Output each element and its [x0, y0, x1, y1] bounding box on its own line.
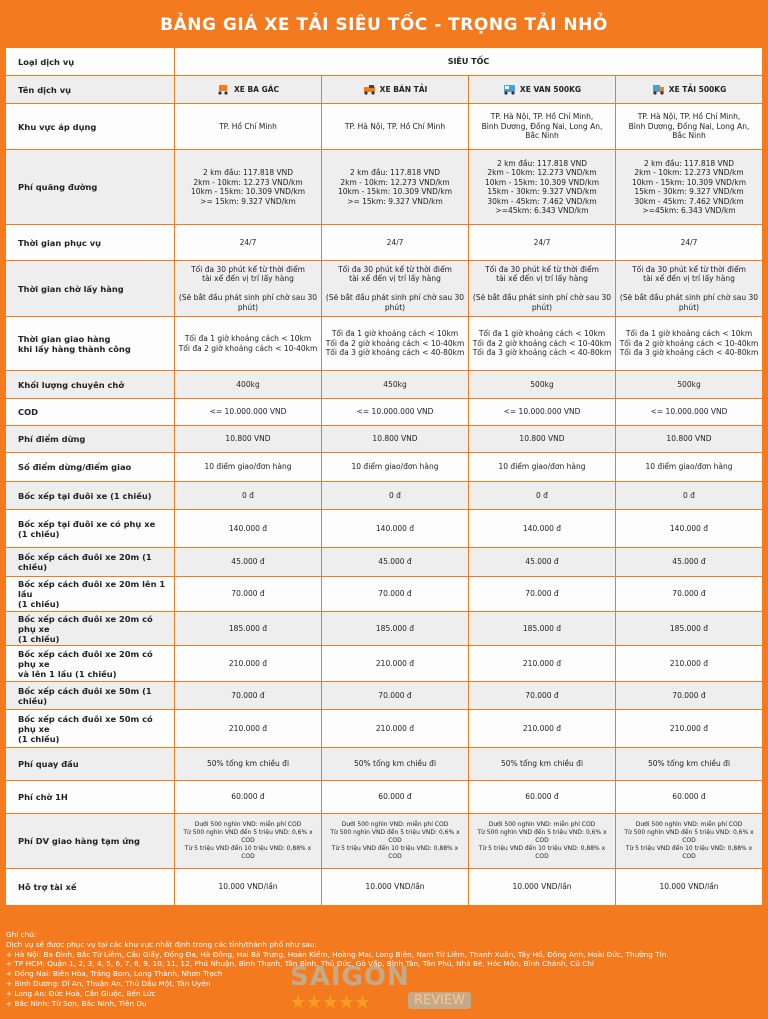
table-cell: 10.800 VND — [321, 426, 468, 453]
row-label: Phí chờ 1H — [6, 781, 174, 814]
table-cell: 50% tổng km chiều đi — [174, 748, 321, 781]
table-cell: 185.000 đ — [321, 612, 468, 646]
service-name: XE VAN 500KG — [519, 84, 582, 94]
table-cell: 210.000 đ — [468, 646, 615, 682]
table-cell: Dưới 500 nghìn VND: miễn phí COD Từ 500 nghìn VND đến 5 triệu VND: 0,6% x COD Từ 5 triệu VND đến 10 triệu VND: 0,88% x COD — [174, 814, 321, 869]
table-cell: 10.000 VND/lần — [321, 869, 468, 906]
table-cell: 45.000 đ — [615, 548, 762, 577]
table-cell: 2 km đầu: 117.818 VND 2km - 10km: 12.273 VND/km 10km - 15km: 10.309 VND/km >= 15km: 9.327 VND/km — [321, 150, 468, 225]
table-cell: Dưới 500 nghìn VND: miễn phí COD Từ 500 nghìn VND đến 5 triệu VND: 0,6% x COD Từ 5 triệu VND đến 10 triệu VND: 0,88% x COD — [615, 814, 762, 869]
table-cell: <= 10.000.000 VND — [174, 399, 321, 426]
table-row — [6, 869, 762, 906]
pickup-truck-icon — [363, 84, 376, 95]
table-cell: 24/7 — [321, 225, 468, 261]
table-row — [6, 371, 762, 399]
table-cell: 45.000 đ — [174, 548, 321, 577]
table-cell: 185.000 đ — [174, 612, 321, 646]
table-cell: 210.000 đ — [468, 710, 615, 748]
table-cell: <= 10.000.000 VND — [615, 399, 762, 426]
table-cell: Tối đa 1 giờ khoảng cách < 10km Tối đa 2 giờ khoảng cách < 10-40km Tối đa 3 giờ khoảng cách < 40-80km — [615, 317, 762, 371]
row-label: Bốc xếp cách đuôi xe 50m có phụ xe (1 chiều) — [6, 710, 174, 748]
row-label: Phí điểm dừng — [6, 426, 174, 453]
table-cell: 140.000 đ — [468, 510, 615, 548]
row-label: Khối lượng chuyên chở — [6, 371, 174, 399]
table-cell: 24/7 — [174, 225, 321, 261]
service-name: XE TẢI 500KG — [668, 84, 727, 94]
table-cell: Dưới 500 nghìn VND: miễn phí COD Từ 500 nghìn VND đến 5 triệu VND: 0,6% x COD Từ 5 triệu VND đến 10 triệu VND: 0,88% x COD — [468, 814, 615, 869]
table-cell: 10.000 VND/lần — [174, 869, 321, 906]
table-cell: 185.000 đ — [615, 612, 762, 646]
table-cell: 45.000 đ — [321, 548, 468, 577]
table-cell: 70.000 đ — [174, 577, 321, 612]
table-row — [6, 399, 762, 426]
watermark-review: REVIEW — [408, 992, 471, 1009]
table-cell: 0 đ — [468, 482, 615, 510]
table-cell: 500kg — [468, 371, 615, 399]
table-cell: 70.000 đ — [468, 682, 615, 710]
note-line: Dịch vụ sẽ được phục vụ tại các khu vực nhất định trong các tỉnh/thành phố như sau: — [6, 939, 317, 949]
row-label: Bốc xếp cách đuôi xe 50m (1 chiều) — [6, 682, 174, 710]
table-cell: 2 km đầu: 117.818 VND 2km - 10km: 12.273 VND/km 10km - 15km: 10.309 VND/km 15km - 30km: 9.327 VND/km 30km - 45km: 7.462 VND/km >=45km: 6.343 VND/km — [615, 150, 762, 225]
table-cell: Tối đa 30 phút kể từ thời điểm tài xế đến vị trí lấy hàng (Sẽ bắt đầu phát sinh phí chờ sau 30 phút) — [468, 261, 615, 317]
table-cell: 2 km đầu: 117.818 VND 2km - 10km: 12.273 VND/km 10km - 15km: 10.309 VND/km 15km - 30km: 9.327 VND/km 30km - 45km: 7.462 VND/km >=45km: 6.343 VND/km — [468, 150, 615, 225]
table-cell: 140.000 đ — [174, 510, 321, 548]
table-cell: Tối đa 30 phút kể từ thời điểm tài xế đến vị trí lấy hàng (Sẽ bắt đầu phát sinh phí chờ sau 30 phút) — [615, 261, 762, 317]
table-cell: 500kg — [615, 371, 762, 399]
service-type-value: SIÊU TỐC — [174, 48, 762, 76]
table-cell: 70.000 đ — [321, 682, 468, 710]
table-row — [6, 612, 762, 646]
service-type-label: Loại dịch vụ — [6, 48, 174, 76]
table-row — [6, 225, 762, 261]
table-cell: 50% tổng km chiều đi — [468, 748, 615, 781]
watermark-logo — [290, 962, 480, 1012]
table-row — [6, 510, 762, 548]
row-label: Hỗ trợ tài xế — [6, 869, 174, 906]
table-row — [6, 453, 762, 482]
table-cell: Tối đa 30 phút kể từ thời điểm tài xế đến vị trí lấy hàng (Sẽ bắt đầu phát sinh phí chờ sau 30 phút) — [321, 261, 468, 317]
row-label: Bốc xếp cách đuôi xe 20m (1 chiều) — [6, 548, 174, 577]
row-label: Bốc xếp cách đuôi xe 20m có phụ xe và lên 1 lầu (1 chiều) — [6, 646, 174, 682]
table-cell: TP. Hà Nội, TP. Hồ Chí Minh, Bình Dương, Đồng Nai, Long An, Bắc Ninh — [468, 104, 615, 150]
table-cell: 10 điểm giao/đơn hàng — [174, 453, 321, 482]
table-cell: 0 đ — [615, 482, 762, 510]
table-cell: 70.000 đ — [321, 577, 468, 612]
row-label: Số điểm dừng/điểm giao — [6, 453, 174, 482]
table-cell: 24/7 — [615, 225, 762, 261]
table-cell: 60.000 đ — [174, 781, 321, 814]
table-cell: 210.000 đ — [321, 710, 468, 748]
table-cell: Dưới 500 nghìn VND: miễn phí COD Từ 500 nghìn VND đến 5 triệu VND: 0,6% x COD Từ 5 triệu VND đến 10 triệu VND: 0,88% x COD — [321, 814, 468, 869]
table-row — [6, 682, 762, 710]
row-label: Phí DV giao hàng tạm ứng — [6, 814, 174, 869]
table-cell: 10.800 VND — [615, 426, 762, 453]
table-cell: Tối đa 1 giờ khoảng cách < 10km Tối đa 2 giờ khoảng cách < 10-40km Tối đa 3 giờ khoảng cách < 40-80km — [468, 317, 615, 371]
service-type-row — [6, 48, 762, 76]
table-cell: Tối đa 1 giờ khoảng cách < 10km Tối đa 2 giờ khoảng cách < 10-40km Tối đa 3 giờ khoảng cách < 40-80km — [321, 317, 468, 371]
table-cell: 10.000 VND/lần — [615, 869, 762, 906]
table-cell: 140.000 đ — [615, 510, 762, 548]
note-line: Ghi chú: — [6, 930, 37, 939]
service-ban-tai — [321, 76, 468, 104]
table-cell: 60.000 đ — [468, 781, 615, 814]
table-row — [6, 548, 762, 577]
table-cell: 10.800 VND — [174, 426, 321, 453]
tricycle-icon — [217, 84, 230, 95]
service-name-label: Tên dịch vụ — [6, 76, 174, 104]
table-row — [6, 781, 762, 814]
table-cell: 50% tổng km chiều đi — [321, 748, 468, 781]
table-row — [6, 150, 762, 225]
table-cell: 140.000 đ — [321, 510, 468, 548]
service-van — [468, 76, 615, 104]
table-cell: Tối đa 30 phút kể từ thời điểm tài xế đến vị trí lấy hàng (Sẽ bắt đầu phát sinh phí chờ sau 30 phút) — [174, 261, 321, 317]
note-line: + Đồng Nai: Biên Hòa, Trảng Bom, Long Thành, Nhơn Trạch — [6, 969, 223, 979]
table-cell: 210.000 đ — [615, 710, 762, 748]
table-cell: <= 10.000.000 VND — [468, 399, 615, 426]
table-cell: 210.000 đ — [174, 710, 321, 748]
note-line: + TP HCM: Quận 1, 2, 3, 4, 5, 6, 7, 8, 9, 10, 11, 12, Phú Nhuận, Bình Thạnh, Tân Bình, Thủ Đức, Gò Vấp, Bình Tân, Tân Phú, Nhà Bè, Hóc Môn, Bình Chánh, Củ Chi — [6, 959, 594, 969]
note-line: + Bình Dương: Dĩ An, Thuận An, Thủ Dầu Một, Tân Uyên — [6, 978, 211, 988]
table-row — [6, 577, 762, 612]
table-cell: 450kg — [321, 371, 468, 399]
table-cell: <= 10.000.000 VND — [321, 399, 468, 426]
note-line: + Bắc Ninh: Từ Sơn, Bắc Ninh, Tiên Du — [6, 998, 147, 1008]
table-cell: 50% tổng km chiều đi — [615, 748, 762, 781]
table-row — [6, 261, 762, 317]
table-row — [6, 646, 762, 682]
table-cell: Tối đa 1 giờ khoảng cách < 10km Tối đa 2 giờ khoảng cách < 10-40km — [174, 317, 321, 371]
watermark-stars: ★★★★★ — [290, 992, 371, 1013]
table-cell: 2 km đầu: 117.818 VND 2km - 10km: 12.273 VND/km 10km - 15km: 10.309 VND/km >= 15km: 9.327 VND/km — [174, 150, 321, 225]
table-cell: 185.000 đ — [468, 612, 615, 646]
table-row — [6, 710, 762, 748]
row-label: Bốc xếp tại đuôi xe (1 chiều) — [6, 482, 174, 510]
row-label: COD — [6, 399, 174, 426]
table-cell: 70.000 đ — [468, 577, 615, 612]
table-cell: 210.000 đ — [174, 646, 321, 682]
table-cell: 210.000 đ — [321, 646, 468, 682]
service-name: XE BA GÁC — [233, 84, 280, 94]
truck-icon — [652, 84, 665, 95]
table-row — [6, 748, 762, 781]
table-cell: 60.000 đ — [615, 781, 762, 814]
row-label: Thời gian phục vụ — [6, 225, 174, 261]
table-cell: 400kg — [174, 371, 321, 399]
watermark-brand: SAIGON — [290, 962, 410, 992]
service-name-row — [6, 76, 762, 104]
table-cell: 10 điểm giao/đơn hàng — [321, 453, 468, 482]
row-label: Thời gian chờ lấy hàng — [6, 261, 174, 317]
row-label: Bốc xếp cách đuôi xe 20m lên 1 lầu (1 chiều) — [6, 577, 174, 612]
van-icon — [503, 84, 516, 95]
table-cell: 70.000 đ — [615, 682, 762, 710]
row-label: Bốc xếp tại đuôi xe có phụ xe (1 chiều) — [6, 510, 174, 548]
page-title: BẢNG GIÁ XE TẢI SIÊU TỐC - TRỌNG TẢI NHỎ — [160, 15, 608, 35]
table-row — [6, 317, 762, 371]
table-row — [6, 426, 762, 453]
table-cell: 60.000 đ — [321, 781, 468, 814]
table-cell: TP. Hồ Chí Minh — [174, 104, 321, 150]
service-truck — [615, 76, 762, 104]
note-line: + Hà Nội: Ba Đình, Bắc Từ Liêm, Cầu Giấy, Đống Đa, Hà Đông, Hai Bà Trưng, Hoàn Kiếm, Hoàng Mai, Long Biên, Nam Từ Liêm, Thanh Xuân, Tây Hồ, Đông Anh, Hoài Đức, Thường Tín. — [6, 949, 669, 959]
table-cell: 10 điểm giao/đơn hàng — [468, 453, 615, 482]
table-cell: 0 đ — [321, 482, 468, 510]
row-label: Khu vực áp dụng — [6, 104, 174, 150]
table-cell: 24/7 — [468, 225, 615, 261]
table-cell: 10.800 VND — [468, 426, 615, 453]
table-cell: 70.000 đ — [615, 577, 762, 612]
table-cell: 0 đ — [174, 482, 321, 510]
table-row — [6, 104, 762, 150]
row-label: Phí quay đầu — [6, 748, 174, 781]
table-cell: TP. Hà Nội, TP. Hồ Chí Minh — [321, 104, 468, 150]
service-ba-gac — [174, 76, 321, 104]
table-row — [6, 814, 762, 869]
table-cell: 45.000 đ — [468, 548, 615, 577]
row-label: Bốc xếp cách đuôi xe 20m có phụ xe (1 chiều) — [6, 612, 174, 646]
table-cell: 210.000 đ — [615, 646, 762, 682]
row-label: Phí quãng đường — [6, 150, 174, 225]
table-cell: 70.000 đ — [174, 682, 321, 710]
table-cell: 10.000 VND/lần — [468, 869, 615, 906]
note-line: + Long An: Đức Hoà, Cần Giuộc, Bến Lức — [6, 988, 156, 998]
table-cell: 10 điểm giao/đơn hàng — [615, 453, 762, 482]
table-cell: TP. Hà Nội, TP. Hồ Chí Minh, Bình Dương, Đồng Nai, Long An, Bắc Ninh — [615, 104, 762, 150]
row-label: Thời gian giao hàng khi lấy hàng thành công — [6, 317, 174, 371]
price-table — [6, 48, 762, 906]
service-name: XE BÁN TẢI — [379, 84, 428, 94]
table-row — [6, 482, 762, 510]
